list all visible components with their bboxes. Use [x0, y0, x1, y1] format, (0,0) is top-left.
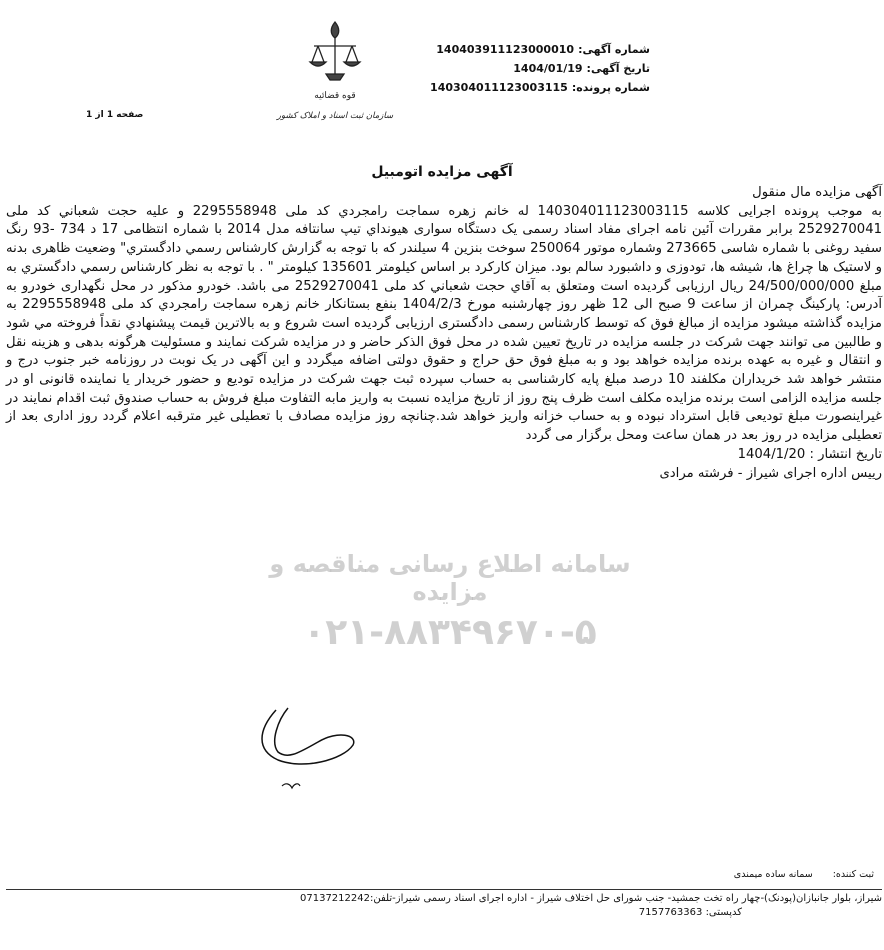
org-name: سازمان ثبت اسناد و املاک کشور — [276, 111, 394, 121]
ad-subtitle: آگهی مزایده مال منقول — [752, 185, 882, 200]
office-address: شیراز، بلوار جانبازان(پودنک)-چهار راه تخت جمشید- جنب شورای حل اختلاف شیراز - اداره اجرای اسناد رسمی شیراز-تلفن:07137212242 — [300, 893, 882, 904]
ad-number-row — [436, 40, 650, 59]
postal-code: 7157763363 — [638, 907, 703, 918]
watermark-text: سامانه اطلاع رسانی مناقصه و مزایده — [269, 550, 631, 606]
registrar-label: ثبت کننده: — [832, 869, 874, 880]
case-number: 140304011123003115 — [430, 81, 568, 94]
judiciary-name: قوه قضائیه — [314, 91, 356, 101]
ad-body — [6, 184, 882, 616]
signer-name: رییس اداره اجرای شیراز - فرشته مرادی — [659, 465, 882, 481]
judiciary-emblem-icon — [276, 16, 394, 134]
postal-row — [6, 906, 882, 920]
ad-paragraph: به موجب پرونده اجرایی کلاسه 140304011123003115 له خانم زهره سماجت رامجردي کد ملی 2295558948 و علیه حجت شعباني کد ملی 2529270041 برابر مقررات آئین نامه اجرای مفاد اسناد رسمی یک دستگاه سواری هیونداي تیپ سانتافه مدل 2014 با شماره انتظامی 17 د 734 -93 رنگ سفید روغنی با شماره شاسی 273665 وشماره موتور 250064 سوخت بنزین 4 سیلندر که با توجه به گزارش کارشناس رسمي دادگستري" وضعیت ظاهری بدنه و لاستیک ها چراغ ها، شیشه ها، تودوزی و داشبورد سالم بود. میزان کارکرد بر اساس کیلومتر 135601 کیلومتر " . با توجه به نظر کارشناس رسمي دادگستري به مبلغ 24/500/000/000 ریال ارزیابی گردیده است ومتعلق به آقاي حجت شعباني کد ملی 2529270041 می باشد. خودرو مذکور در محل نگهداری خودرو به آدرس: پارکینگ چمران از ساعت 9 صبح الی 12 ظهر روز چهارشنبه مورخ 1404/2/3 بنفع بستانکار خانم زهره سماجت رامجردي کد ملی 2295558948 به مزایده گذاشته میشود مزایده از مبالغ فوق که توسط کارشناس رسمی دادگستری ارزیابی گردیده است شروع و به بالاترین قیمت پیشنهادي نقداً فروخته مي شود و طالبین می توانند جهت شرکت در جلسه مزایده در تاریخ تعیین شده در محل فوق الذکر حاضر و در مزایده شرکت نمایند و مسئولیت هرگونه بدهی و هزینه نقل و انتقال و غیره به عهده برنده مزایده خواهد بود و به مبلغ فوق حق حراج و حقوق دولتی اضافه میگردد و این آگهی در یک نوبت در روزنامه خبر جنوب درج و منتشر خواهد شد خریداران مکلفند 10 درصد مبلغ پایه کارشناسی به حساب سپرده ثبت جهت شرکت در مزایده تودیع و حضور خریدار یا نماینده قانونی او در جلسه مزایده الزامی است برنده مزایده مکلف است ظرف پنج روز از تاریخ مزایده نسبت به واریز مابه التفاوت مبلغ فروش به حساب صندوق ثبت اقدام نمایند در غیراینصورت مبلغ تودیعی قابل استرداد نبوده و به حساب خزانه واریز خواهد شد.چنانچه روز مزایده مصادف با تعطیلی غیر مترقبه اعلام گردد روز اداری بعد از تعطیلی مزایده در روز بعد در همان ساعت ومحل برگزار می گردد — [6, 203, 883, 444]
footer-divider — [6, 889, 882, 890]
signature-icon — [248, 690, 368, 800]
page-title: آگهی مزایده اتومبیل — [371, 164, 513, 180]
ad-date: 1404/01/19 — [513, 62, 583, 75]
registrar-row — [6, 868, 882, 881]
ad-number: 140403911123000010 — [436, 43, 575, 56]
registrar-name: سمانه ساده میمندی — [733, 869, 813, 880]
footer — [6, 868, 882, 920]
case-number-row — [430, 78, 650, 97]
postal-label: کدپستی: — [705, 907, 742, 918]
page-indicator: صفحه 1 از 1 — [86, 110, 144, 120]
case-number-label: شماره پرونده: — [571, 81, 650, 94]
ad-metadata — [430, 40, 650, 97]
ad-number-label: شماره آگهی: — [578, 43, 650, 56]
ad-date-label: تاریخ آگهی: — [586, 62, 650, 75]
watermark-phone: ۰۲۱-۸۸۳۴۹۶۷۰-۵ — [303, 612, 597, 653]
ad-date-row — [460, 59, 650, 78]
publish-date: تاریخ انتشار : 1404/1/20 — [737, 446, 882, 462]
